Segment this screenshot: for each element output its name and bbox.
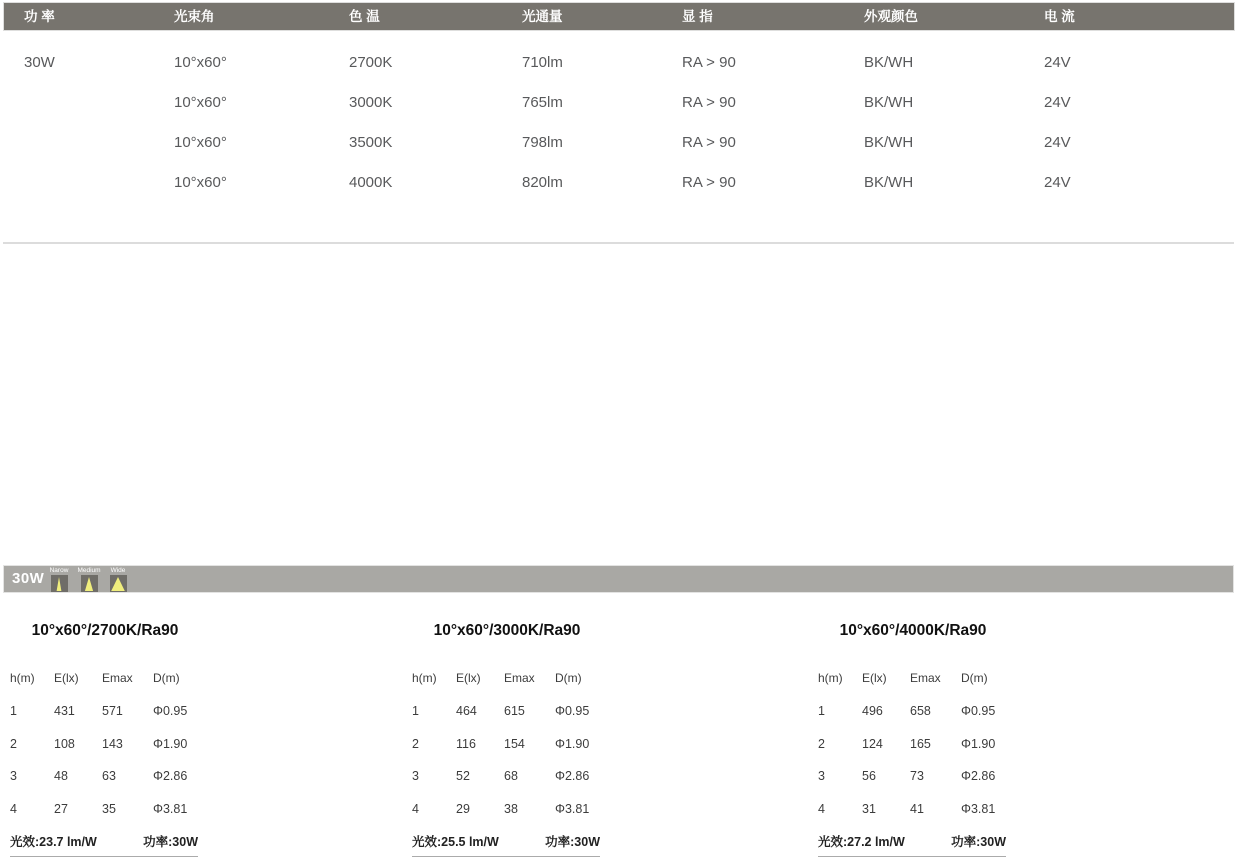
photometric-table-title: 10°x60°/4000K/Ra90 bbox=[839, 622, 987, 639]
cell-diameter: Φ3.81 bbox=[555, 801, 590, 816]
spec-cell-current: 24V bbox=[1044, 134, 1071, 151]
wide-beam-cone bbox=[110, 577, 127, 591]
cell-diameter: Φ0.95 bbox=[153, 704, 188, 719]
cell-diameter: Φ3.81 bbox=[961, 801, 996, 816]
spec-cell-cri: RA > 90 bbox=[682, 54, 736, 71]
spec-cell-current: 24V bbox=[1044, 54, 1071, 71]
cell-emax: 615 bbox=[504, 704, 525, 719]
cell-emax: 68 bbox=[504, 769, 518, 784]
cell-diameter: Φ3.81 bbox=[153, 801, 188, 816]
cell-lux: 29 bbox=[456, 801, 470, 816]
cell-diameter: Φ0.95 bbox=[555, 704, 590, 719]
cell-emax: 41 bbox=[910, 801, 924, 816]
col-header-diameter: D(m) bbox=[153, 671, 180, 685]
cell-height: 2 bbox=[412, 736, 419, 751]
spec-cell-power bbox=[24, 163, 174, 203]
table-row bbox=[818, 793, 1008, 826]
spec-cell-flux: 820lm bbox=[522, 174, 563, 191]
spec-cell-finish: BK/WH bbox=[864, 134, 914, 151]
medium-beam-cone bbox=[81, 577, 98, 591]
col-header-emax: Emax bbox=[102, 671, 133, 685]
cell-height: 1 bbox=[412, 704, 419, 719]
table-row bbox=[4, 43, 1234, 83]
medium-beam-label: Medium bbox=[77, 567, 101, 574]
cell-lux: 108 bbox=[54, 736, 75, 751]
table-row bbox=[10, 760, 200, 793]
cell-height: 4 bbox=[412, 801, 419, 816]
spec-cell-beam: 10°x60° bbox=[174, 134, 227, 151]
cell-height: 4 bbox=[818, 801, 825, 816]
spec-cell-finish: BK/WH bbox=[864, 174, 914, 191]
photometric-header-row bbox=[412, 670, 602, 686]
col-header-lux: E(lx) bbox=[456, 671, 481, 685]
cell-lux: 27 bbox=[54, 801, 68, 816]
cell-lux: 464 bbox=[456, 704, 477, 719]
wide-beam-option bbox=[109, 567, 127, 592]
power-value: 功率:30W bbox=[951, 835, 1006, 849]
narrow-beam-cone bbox=[51, 577, 68, 591]
table-row bbox=[818, 760, 1008, 793]
spec-cell-flux: 798lm bbox=[522, 134, 563, 151]
cell-diameter: Φ2.86 bbox=[961, 769, 996, 784]
cell-height: 3 bbox=[10, 769, 17, 784]
cell-lux: 56 bbox=[862, 769, 876, 784]
photometric-table-title: 10°x60°/3000K/Ra90 bbox=[433, 622, 581, 639]
medium-beam-option bbox=[77, 567, 101, 592]
photometric-footer bbox=[10, 832, 198, 857]
spec-cell-current: 24V bbox=[1044, 174, 1071, 191]
narrow-beam-label: Narow bbox=[49, 567, 69, 574]
narrow-beam-option bbox=[50, 567, 68, 592]
cell-diameter: Φ2.86 bbox=[153, 769, 188, 784]
efficacy-value: 光效:25.5 lm/W bbox=[412, 835, 499, 849]
table-row bbox=[4, 83, 1234, 123]
efficacy-value: 光效:27.2 lm/W bbox=[818, 835, 905, 849]
cell-height: 1 bbox=[818, 704, 825, 719]
cell-diameter: Φ1.90 bbox=[153, 736, 188, 751]
cell-emax: 73 bbox=[910, 769, 924, 784]
col-header-height: h(m) bbox=[10, 671, 35, 685]
beam-options-bar bbox=[4, 566, 1233, 592]
spec-cell-power bbox=[24, 123, 174, 163]
cell-diameter: Φ1.90 bbox=[961, 736, 996, 751]
cell-height: 2 bbox=[818, 736, 825, 751]
cell-lux: 116 bbox=[456, 736, 476, 751]
cell-emax: 154 bbox=[504, 736, 525, 751]
cell-lux: 124 bbox=[862, 736, 883, 751]
table-row bbox=[4, 163, 1234, 203]
cell-diameter: Φ2.86 bbox=[555, 769, 590, 784]
col-header-lux: E(lx) bbox=[54, 671, 79, 685]
power-badge: 30W bbox=[12, 570, 45, 587]
photometric-table-body bbox=[10, 695, 200, 825]
spec-header-power: 功 率 bbox=[24, 9, 55, 24]
cell-emax: 63 bbox=[102, 769, 116, 784]
spec-header-flux: 光通量 bbox=[522, 9, 563, 24]
spec-cell-cct: 3000K bbox=[349, 94, 393, 111]
section-divider bbox=[3, 242, 1234, 244]
spec-header-cri: 显 指 bbox=[682, 9, 713, 24]
table-row bbox=[818, 728, 1008, 761]
efficacy-value: 光效:23.7 lm/W bbox=[10, 835, 97, 849]
col-header-diameter: D(m) bbox=[961, 671, 988, 685]
col-header-lux: E(lx) bbox=[862, 671, 887, 685]
cell-emax: 38 bbox=[504, 801, 518, 816]
spec-cell-beam: 10°x60° bbox=[174, 174, 227, 191]
cell-lux: 31 bbox=[862, 801, 876, 816]
table-row bbox=[4, 123, 1234, 163]
cell-height: 3 bbox=[412, 769, 419, 784]
spec-cell-cct: 4000K bbox=[349, 174, 393, 191]
photometric-header-row bbox=[818, 670, 1008, 686]
table-row bbox=[10, 695, 200, 728]
spec-cell-finish: BK/WH bbox=[864, 94, 914, 111]
cell-emax: 35 bbox=[102, 801, 116, 816]
photometric-header-row bbox=[10, 670, 200, 686]
spec-table-body bbox=[4, 43, 1234, 203]
medium-beam-icon bbox=[81, 575, 98, 592]
cell-lux: 496 bbox=[862, 704, 883, 719]
power-value: 功率:30W bbox=[545, 835, 600, 849]
cell-height: 2 bbox=[10, 736, 17, 751]
spec-cell-power: 30W bbox=[24, 54, 55, 71]
cell-emax: 143 bbox=[102, 736, 123, 751]
spec-cell-finish: BK/WH bbox=[864, 54, 914, 71]
photometric-footer bbox=[412, 832, 600, 857]
photometric-footer bbox=[818, 832, 1006, 857]
table-row bbox=[412, 695, 602, 728]
cell-diameter: Φ0.95 bbox=[961, 704, 996, 719]
spec-cell-cri: RA > 90 bbox=[682, 174, 736, 191]
photometric-table-body bbox=[412, 695, 602, 825]
col-header-height: h(m) bbox=[412, 671, 437, 685]
cell-lux: 52 bbox=[456, 769, 470, 784]
table-row bbox=[412, 728, 602, 761]
table-row bbox=[10, 793, 200, 826]
cell-lux: 431 bbox=[54, 704, 75, 719]
spec-cell-beam: 10°x60° bbox=[174, 94, 227, 111]
spec-cell-cri: RA > 90 bbox=[682, 94, 736, 111]
photometric-table-body bbox=[818, 695, 1008, 825]
col-header-height: h(m) bbox=[818, 671, 843, 685]
spec-cell-current: 24V bbox=[1044, 94, 1071, 111]
spec-cell-cct: 2700K bbox=[349, 54, 393, 71]
spec-cell-cct: 3500K bbox=[349, 134, 393, 151]
spec-header-beam-angle: 光束角 bbox=[174, 9, 215, 24]
spec-cell-flux: 710lm bbox=[522, 54, 563, 71]
spec-header-finish: 外观颜色 bbox=[864, 9, 918, 24]
spec-header-cct: 色 温 bbox=[349, 9, 380, 24]
col-header-emax: Emax bbox=[910, 671, 941, 685]
spec-cell-power bbox=[24, 83, 174, 123]
cell-emax: 165 bbox=[910, 736, 931, 751]
photometric-table-title: 10°x60°/2700K/Ra90 bbox=[31, 622, 179, 639]
cell-height: 3 bbox=[818, 769, 825, 784]
narrow-beam-icon bbox=[51, 575, 68, 592]
cell-lux: 48 bbox=[54, 769, 68, 784]
spec-cell-beam: 10°x60° bbox=[174, 54, 227, 71]
spec-cell-cri: RA > 90 bbox=[682, 134, 736, 151]
spec-cell-flux: 765lm bbox=[522, 94, 563, 111]
cell-height: 4 bbox=[10, 801, 17, 816]
cell-height: 1 bbox=[10, 704, 17, 719]
col-header-emax: Emax bbox=[504, 671, 535, 685]
cell-emax: 571 bbox=[102, 704, 123, 719]
spec-table-header-row bbox=[4, 3, 1234, 30]
table-row bbox=[10, 728, 200, 761]
wide-beam-icon bbox=[110, 575, 127, 592]
table-row bbox=[412, 793, 602, 826]
power-value: 功率:30W bbox=[143, 835, 198, 849]
wide-beam-label: Wide bbox=[110, 567, 126, 574]
table-row bbox=[412, 760, 602, 793]
col-header-diameter: D(m) bbox=[555, 671, 582, 685]
spec-header-current: 电 流 bbox=[1044, 9, 1075, 24]
table-row bbox=[818, 695, 1008, 728]
cell-diameter: Φ1.90 bbox=[555, 736, 590, 751]
cell-emax: 658 bbox=[910, 704, 931, 719]
